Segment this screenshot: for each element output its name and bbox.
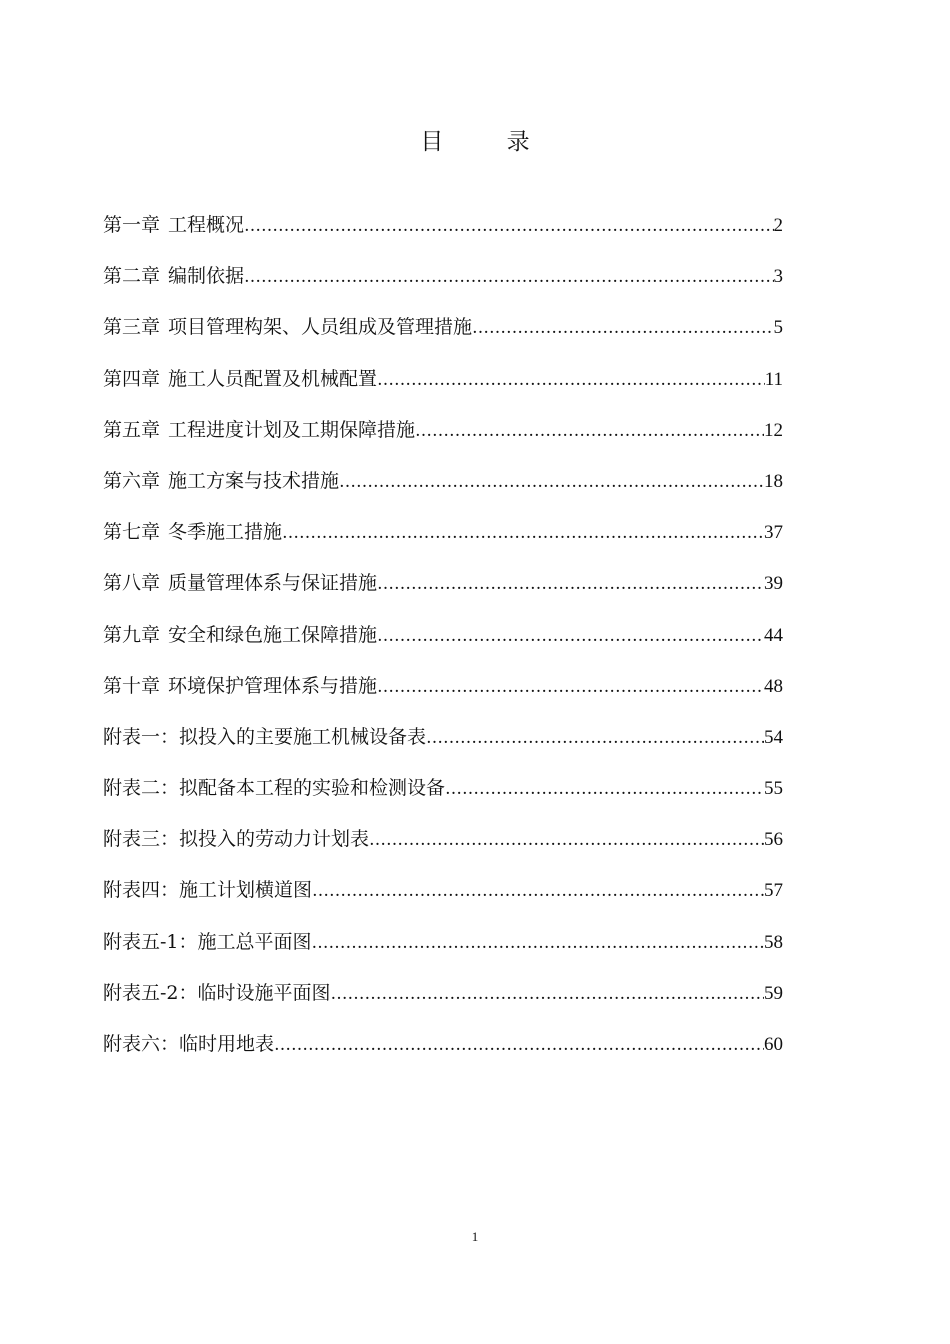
entry-chapter: 第九章 xyxy=(103,623,161,646)
entry-page-number: 54 xyxy=(764,726,783,748)
toc-entry[interactable] xyxy=(103,615,783,666)
dot-leader xyxy=(445,769,764,809)
entry-chapter: 第二章 xyxy=(103,265,161,288)
toc-entry[interactable] xyxy=(103,563,783,614)
entry-title: 安全和绿色施工保障措施 xyxy=(168,623,378,646)
dot-leader xyxy=(312,923,764,963)
entry-title: 施工方案与技术措施 xyxy=(168,469,340,492)
dot-leader xyxy=(369,820,764,860)
entry-title: 施工总平面图 xyxy=(197,930,312,953)
entry-chapter: 第四章 xyxy=(103,367,161,390)
entry-title: 临时用地表 xyxy=(179,1033,275,1055)
entry-page-number: 58 xyxy=(764,931,783,953)
entry-chapter: 附表五-1： xyxy=(103,930,198,953)
entry-title: 工程概况 xyxy=(168,214,245,236)
dot-leader xyxy=(472,308,773,348)
toc-entry[interactable] xyxy=(103,512,783,563)
entry-page-number: 44 xyxy=(764,624,783,646)
entry-page-number: 55 xyxy=(764,778,783,800)
entry-title: 拟配备本工程的实验和检测设备 xyxy=(179,777,446,800)
entry-page-number: 39 xyxy=(764,573,783,595)
entry-title: 环境保护管理体系与措施 xyxy=(168,674,378,697)
dot-leader xyxy=(312,871,764,911)
entry-title: 项目管理构架、人员组成及管理措施 xyxy=(168,316,473,339)
entry-page-number: 2 xyxy=(773,215,783,236)
entry-title: 临时设施平面图 xyxy=(197,981,331,1004)
dot-leader xyxy=(426,718,764,758)
dot-leader xyxy=(274,1025,764,1065)
entry-title: 拟投入的主要施工机械设备表 xyxy=(179,725,427,748)
entry-chapter: 第六章 xyxy=(103,469,161,492)
entry-page-number: 37 xyxy=(764,522,783,544)
toc-entry[interactable] xyxy=(103,819,783,870)
entry-chapter: 附表二： xyxy=(103,777,180,800)
toc-entry[interactable] xyxy=(103,410,783,461)
toc-entry[interactable] xyxy=(103,717,783,768)
dot-leader xyxy=(377,564,764,604)
entry-page-number: 11 xyxy=(764,368,783,390)
dot-leader xyxy=(339,462,764,502)
toc-entry[interactable] xyxy=(103,307,783,358)
toc-entry[interactable] xyxy=(103,666,783,717)
dot-leader xyxy=(244,257,773,297)
toc-entry[interactable] xyxy=(103,768,783,819)
entry-title: 施工计划横道图 xyxy=(179,879,313,902)
toc-entry[interactable] xyxy=(103,256,783,307)
dot-leader xyxy=(282,513,764,553)
page-number: 1 xyxy=(471,1229,479,1244)
entry-chapter: 第七章 xyxy=(103,521,161,544)
entry-page-number: 56 xyxy=(764,829,783,851)
toc-entry[interactable] xyxy=(103,461,783,512)
toc-entry[interactable] xyxy=(103,870,783,921)
entry-title: 工程进度计划及工期保障措施 xyxy=(168,418,416,441)
entry-page-number: 18 xyxy=(764,470,783,492)
entry-chapter: 第五章 xyxy=(103,418,161,441)
entry-title: 编制依据 xyxy=(168,265,245,288)
entry-page-number: 3 xyxy=(773,266,783,288)
entry-page-number: 5 xyxy=(773,317,783,339)
entry-chapter: 第八章 xyxy=(103,572,161,595)
toc-entry[interactable] xyxy=(103,1024,783,1075)
entry-chapter: 附表一： xyxy=(103,725,180,748)
entry-chapter: 第一章 xyxy=(103,214,161,236)
dot-leader xyxy=(377,360,765,400)
entry-title: 质量管理体系与保证措施 xyxy=(168,572,378,595)
dot-leader xyxy=(377,616,764,656)
entry-title: 冬季施工措施 xyxy=(168,521,283,544)
entry-page-number: 12 xyxy=(764,419,783,441)
entry-page-number: 57 xyxy=(764,880,783,902)
dot-leader xyxy=(331,974,764,1014)
entry-title: 拟投入的劳动力计划表 xyxy=(179,828,370,851)
entry-title: 施工人员配置及机械配置 xyxy=(168,367,378,390)
entry-chapter: 附表四： xyxy=(103,879,180,902)
toc-title: 目 录 xyxy=(420,129,558,155)
entry-chapter: 第十章 xyxy=(103,674,161,697)
table-of-contents xyxy=(103,205,783,1075)
toc-entry[interactable] xyxy=(103,205,783,256)
dot-leader xyxy=(377,667,764,707)
toc-entry[interactable] xyxy=(103,359,783,410)
toc-entry[interactable] xyxy=(103,922,783,973)
toc-entry[interactable] xyxy=(103,973,783,1024)
entry-chapter: 附表五-2： xyxy=(103,981,198,1004)
entry-chapter: 附表三： xyxy=(103,828,180,851)
entry-chapter: 第三章 xyxy=(103,316,161,339)
dot-leader xyxy=(415,411,764,451)
entry-page-number: 59 xyxy=(764,982,783,1004)
entry-chapter: 附表六： xyxy=(103,1033,180,1055)
entry-page-number: 60 xyxy=(764,1034,783,1055)
entry-page-number: 48 xyxy=(764,675,783,697)
dot-leader xyxy=(244,206,773,246)
